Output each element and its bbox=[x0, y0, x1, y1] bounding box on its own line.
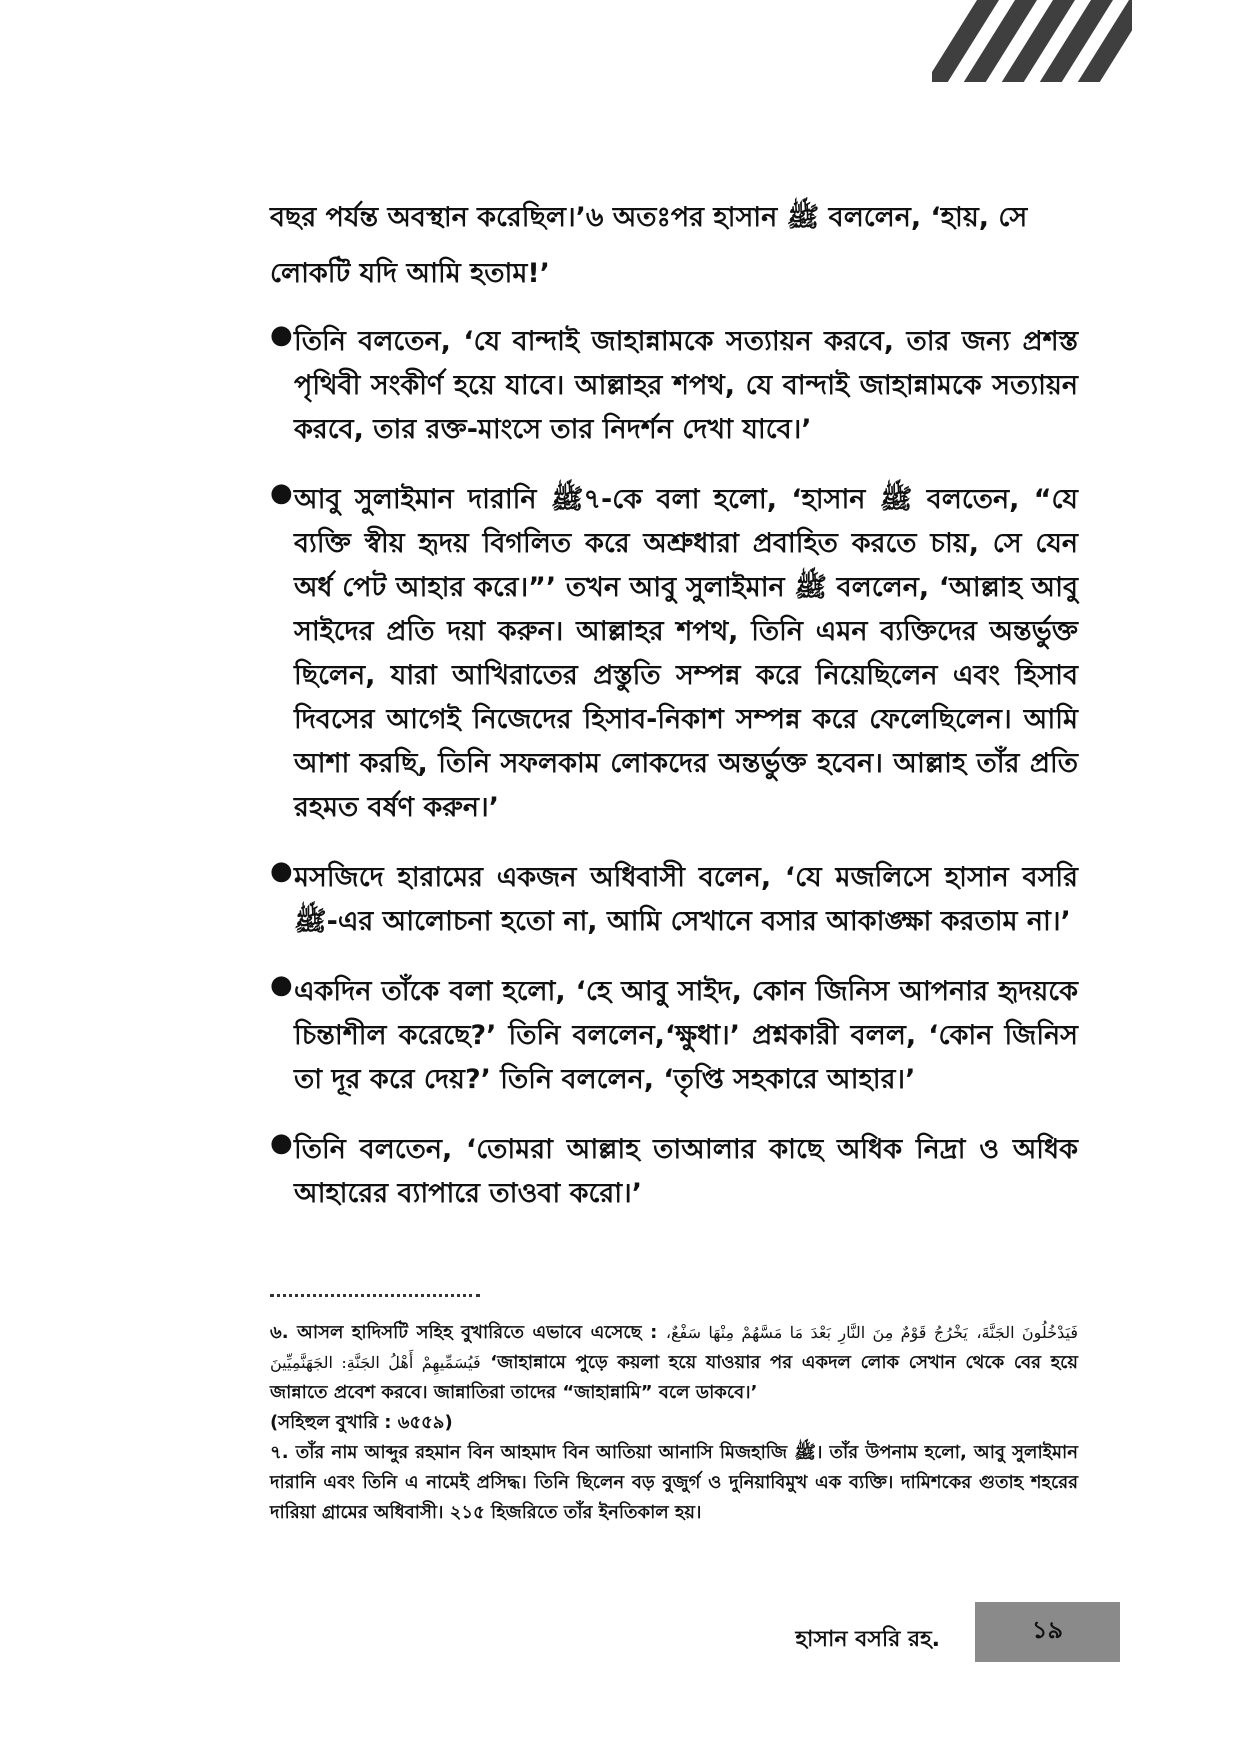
footnote-6-arabic-2: فَيَدْخُلُونَ الجَنَّةَ، فَيُسَمِّيهِمْ أَهْلُ الجَنَّةِ: الجَهَنَّمِيِّينَ bbox=[270, 1323, 1078, 1372]
page-number: ১৯ bbox=[975, 1602, 1120, 1662]
bullet-item bbox=[270, 856, 1078, 944]
footnotes bbox=[270, 1318, 1078, 1528]
bullet-text: তিনি বলতেন, ‘তোমরা আল্লাহ তাআলার কাছে অধিক নিদ্রা ও অধিক আহারের ব্যাপারে তাওবা করো।’ bbox=[294, 1134, 1078, 1209]
bullet-text: একদিন তাঁকে বলা হলো, ‘হে আবু সাইদ, কোন জিনিস আপনার হৃদয়কে চিন্তাশীল করেছে?’ তিনি বললেন,‘ক্ষুধা।’ প্রশ্নকারী বলল, ‘কোন জিনিস তা দূর করে দেয়?’ তিনি বললেন, ‘তৃপ্তি সহকারে আহার।’ bbox=[294, 976, 1078, 1095]
main-text bbox=[270, 198, 1078, 1216]
footnote-6 bbox=[270, 1318, 1078, 1408]
continuation-line-1: বছর পর্যন্ত অবস্থান করেছিল।’৬ অতঃপর হাসান ﷺ বললেন, ‘হায়, সে bbox=[270, 202, 1028, 233]
bullet-icon: ● bbox=[270, 856, 293, 886]
corner-stripes-decoration bbox=[932, 0, 1132, 82]
bullet-text: মসজিদে হারামের একজন অধিবাসী বলেন, ‘যে মজলিসে হাসান বসরি ﷺ-এর আলোচনা হতো না, আমি সেখানে বসার আকাঙ্ক্ষা করতাম না।’ bbox=[294, 862, 1078, 937]
footnote-6-intro: ৬. আসল হাদিসটি সহিহ বুখারিতে এভাবে এসেছে : bbox=[270, 1322, 658, 1343]
bullet-icon: ● bbox=[270, 478, 293, 508]
footnote-6-source: (সহিহুল বুখারি : ৬৫৫৯) bbox=[270, 1412, 453, 1433]
bullet-icon: ● bbox=[270, 1128, 293, 1158]
running-footer-title: হাসান বসরি রহ. bbox=[795, 1627, 940, 1652]
bullet-text: আবু সুলাইমান দারানি ﷺ৭-কে বলা হলো, ‘হাসান ﷺ বলতেন, “যে ব্যক্তি স্বীয় হৃদয় বিগলিত করে অশ্রুধারা প্রবাহিত করতে চায়, সে যেন অর্ধ পেট আহার করে।”’ তখন আবু সুলাইমান ﷺ বললেন, ‘আল্লাহ আবু সাইদের প্রতি দয়া করুন। আল্লাহর শপথ, তিনি এমন ব্যক্তিদের অন্তর্ভুক্ত ছিলেন, যারা আখিরাতের প্রস্তুতি সম্পন্ন করে নিয়েছিলেন এবং হিসাব দিবসের আগেই নিজেদের হিসাব-নিকাশ সম্পন্ন করে ফেলেছিলেন। আমি আশা করছি, তিনি সফলকাম লোকদের অন্তর্ভুক্ত হবেন। আল্লাহ তাঁর প্রতি রহমত বর্ষণ করুন।’ bbox=[294, 484, 1078, 823]
bullet-item bbox=[270, 1128, 1078, 1216]
bullet-icon: ● bbox=[270, 970, 293, 1000]
footnote-6-translation: ‘জাহান্নামে পুড়ে কয়লা হয়ে যাওয়ার পর একদল লোক সেখান থেকে বের হয়ে জান্নাতে প্রবেশ করবে। জান্নাতিরা তাদের “জাহান্নামি” বলে ডাকবে।’ bbox=[270, 1352, 1078, 1403]
bullet-item bbox=[270, 970, 1078, 1102]
bullet-text: তিনি বলতেন, ‘যে বান্দাই জাহান্নামকে সত্যায়ন করবে, তার জন্য প্রশস্ত পৃথিবী সংকীর্ণ হয়ে যাবে। আল্লাহর শপথ, যে বান্দাই জাহান্নামকে সত্যায়ন করবে, তার রক্ত-মাংসে তার নিদর্শন দেখা যাবে।’ bbox=[294, 326, 1078, 445]
bullet-item bbox=[270, 320, 1078, 452]
bullet-item bbox=[270, 478, 1078, 830]
footnote-6-arabic-1: يَخْرُجُ قَوْمٌ مِنَ النَّارِ بَعْدَ مَا مَسَّهُمْ مِنْهَا سَفْعٌ، bbox=[665, 1323, 968, 1342]
bullet-icon: ● bbox=[270, 320, 293, 350]
continuation-line-2: লোকটি যদি আমি হতাম!’ bbox=[270, 258, 550, 289]
footnote-divider bbox=[270, 1294, 480, 1297]
footnote-7: ৭. তাঁর নাম আব্দুর রহমান বিন আহমাদ বিন আতিয়া আনাসি মিজহাজি ﷺ। তাঁর উপনাম হলো, আবু সুলাইমান দারানি এবং তিনি এ নামেই প্রসিদ্ধ। তিনি ছিলেন বড় বুজুর্গ ও দুনিয়াবিমুখ এক ব্যক্তি। দামিশকের গুতাহ শহরের দারিয়া গ্রামের অধিবাসী। ২১৫ হিজরিতে তাঁর ইনতিকাল হয়। bbox=[270, 1442, 1078, 1523]
